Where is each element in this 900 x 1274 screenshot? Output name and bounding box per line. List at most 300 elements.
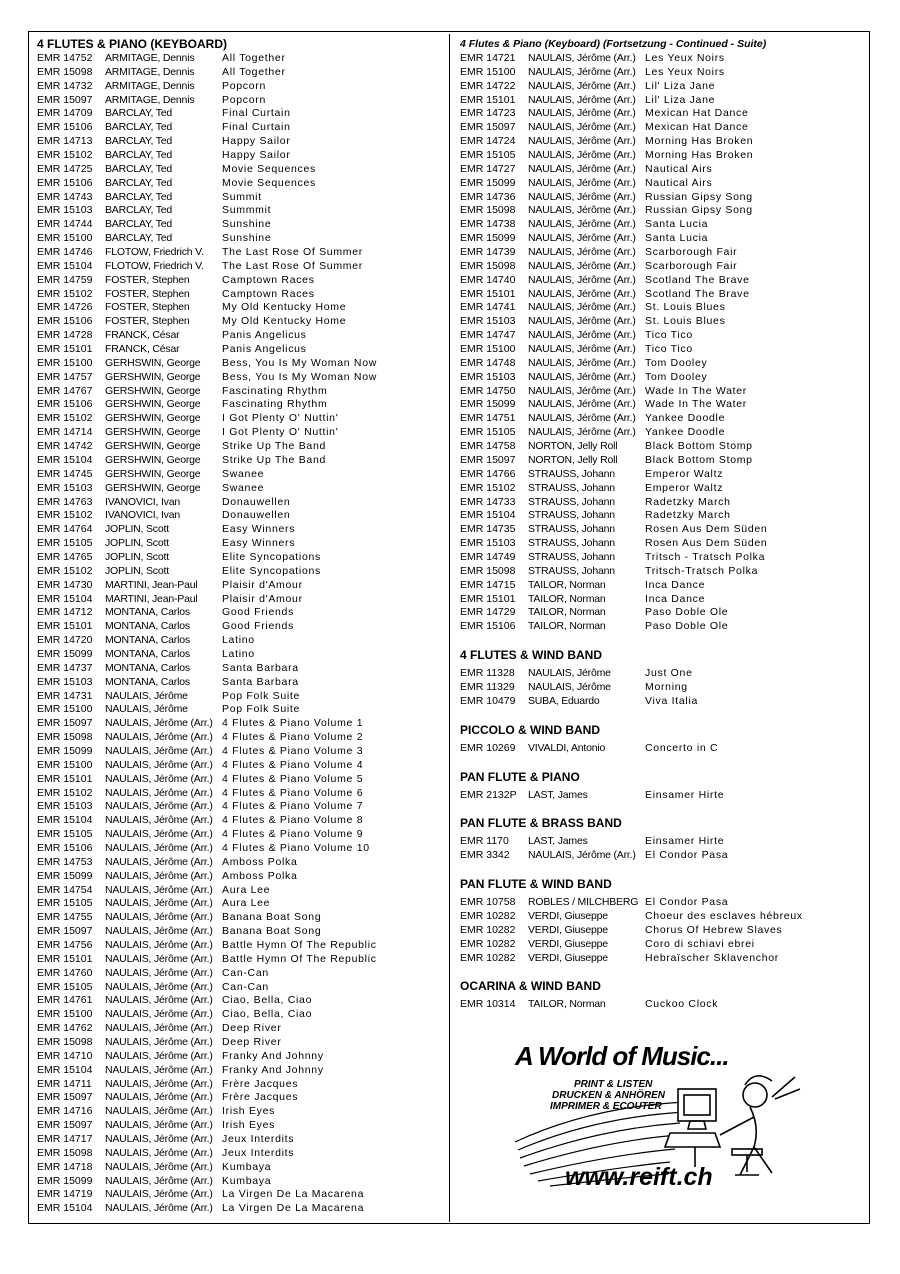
- catalog-list: [460, 789, 865, 803]
- catalog-number: EMR 14762: [37, 1022, 93, 1035]
- composer: NAULAIS, Jérôme (Arr.): [105, 1160, 213, 1173]
- catalog-number: EMR 15101: [460, 93, 516, 106]
- work-title: Happy Sailor: [222, 149, 291, 162]
- catalog-entry: [460, 924, 865, 938]
- catalog-number: EMR 15104: [37, 1063, 93, 1076]
- catalog-number: EMR 15106: [37, 841, 93, 854]
- catalog-number: EMR 15099: [37, 869, 93, 882]
- catalog-number: EMR 15102: [37, 509, 93, 522]
- logo-url[interactable]: www.reift.ch: [565, 1163, 713, 1187]
- composer: NAULAIS, Jérôme (Arr.): [528, 356, 636, 369]
- work-title: Irish Eyes: [222, 1119, 276, 1132]
- catalog-number: EMR 14709: [37, 107, 93, 120]
- composer: NAULAIS, Jérôme (Arr.): [105, 1174, 213, 1187]
- composer: STRAUSS, Johann: [528, 467, 615, 480]
- catalog-entry: [37, 800, 442, 814]
- work-title: Donauwellen: [222, 495, 291, 508]
- catalog-number: EMR 15098: [37, 731, 93, 744]
- work-title: Battle Hymn Of The Republic: [222, 952, 377, 965]
- catalog-entry: [460, 454, 865, 468]
- catalog-entry: [460, 315, 865, 329]
- work-title: Black Bottom Stomp: [645, 440, 753, 453]
- musician-computer-illustration: [665, 1076, 800, 1175]
- composer: NORTON, Jelly Roll: [528, 453, 618, 466]
- composer: MONTANA, Carlos: [105, 620, 190, 633]
- catalog-number: EMR 14745: [37, 467, 93, 480]
- catalog-entry: [460, 107, 865, 121]
- composer: NAULAIS, Jérôme (Arr.): [105, 869, 213, 882]
- catalog-entry: [37, 52, 442, 66]
- catalog-number: EMR 15097: [37, 93, 93, 106]
- work-title: Panis Angelicus: [222, 329, 307, 342]
- composer: NAULAIS, Jérôme (Arr.): [105, 1188, 213, 1201]
- catalog-entry: [37, 218, 442, 232]
- work-title: St. Louis Blues: [645, 301, 726, 314]
- composer: NAULAIS, Jérôme (Arr.): [105, 744, 213, 757]
- work-title: Scotland The Brave: [645, 287, 750, 300]
- catalog-section: [460, 978, 865, 1012]
- work-title: Choeur des esclaves hébreux: [645, 909, 803, 922]
- work-title: 4 Flutes & Piano Volume 7: [222, 800, 364, 813]
- work-title: Camptown Races: [222, 273, 315, 286]
- work-title: Tom Dooley: [645, 356, 708, 369]
- catalog-number: EMR 15103: [460, 315, 516, 328]
- catalog-entry: [37, 897, 442, 911]
- catalog-entry: [37, 343, 442, 357]
- composer: TAILOR, Norman: [528, 998, 606, 1011]
- work-title: Wade In The Water: [645, 398, 747, 411]
- catalog-entry: [460, 620, 865, 634]
- work-title: 4 Flutes & Piano Volume 4: [222, 758, 364, 771]
- catalog-entry: [37, 828, 442, 842]
- work-title: All Together: [222, 65, 286, 78]
- work-title: Santa Barbara: [222, 661, 299, 674]
- work-title: Les Yeux Noirs: [645, 65, 725, 78]
- catalog-entry: [460, 149, 865, 163]
- left-column: [37, 36, 442, 1216]
- work-title: Cuckoo Clock: [645, 998, 719, 1011]
- catalog-entry: [460, 80, 865, 94]
- catalog-number: EMR 14721: [460, 52, 516, 64]
- composer: BARCLAY, Ted: [105, 232, 173, 245]
- work-title: Banana Boat Song: [222, 925, 322, 938]
- catalog-entry: [460, 681, 865, 695]
- work-title: Lil' Liza Jane: [645, 93, 716, 106]
- work-title: Russian Gipsy Song: [645, 204, 753, 217]
- work-title: Morning: [645, 680, 688, 693]
- catalog-number: EMR 14741: [460, 301, 516, 314]
- work-title: La Virgen De La Macarena: [222, 1202, 365, 1215]
- composer: NAULAIS, Jérôme (Arr.): [105, 966, 213, 979]
- work-title: Elite Syncopations: [222, 550, 321, 563]
- catalog-number: EMR 14742: [37, 440, 93, 453]
- catalog-entry: [37, 509, 442, 523]
- composer: NORTON, Jelly Roll: [528, 440, 618, 453]
- catalog-number: EMR 14717: [37, 1133, 93, 1146]
- work-title: Banana Boat Song: [222, 911, 322, 924]
- work-title: Can-Can: [222, 980, 269, 993]
- catalog-entry: [460, 412, 865, 426]
- work-title: Panis Angelicus: [222, 343, 307, 356]
- work-title: Santa Barbara: [222, 675, 299, 688]
- logo-graphic: [510, 1037, 810, 1187]
- work-title: Santa Lucia: [645, 218, 709, 231]
- catalog-entry: [460, 163, 865, 177]
- work-title: Popcorn: [222, 93, 267, 106]
- composer: GERSHWIN, George: [105, 440, 201, 453]
- catalog-number: EMR 14727: [460, 162, 516, 175]
- logo-line-2: DRUCKEN & ANHÖREN: [552, 1090, 665, 1101]
- catalog-entry: [37, 523, 442, 537]
- catalog-number: EMR 15101: [37, 343, 93, 356]
- composer: NAULAIS, Jérôme (Arr.): [105, 786, 213, 799]
- catalog-entry: [37, 994, 442, 1008]
- work-title: Les Yeux Noirs: [645, 52, 725, 64]
- work-title: Nautical Airs: [645, 162, 713, 175]
- work-title: Happy Sailor: [222, 135, 291, 148]
- work-title: Inca Dance: [645, 592, 706, 605]
- catalog-section: [460, 722, 865, 756]
- composer: NAULAIS, Jérôme (Arr.): [528, 218, 636, 231]
- catalog-number: EMR 15100: [37, 1008, 93, 1021]
- composer: MARTINI, Jean-Paul: [105, 578, 198, 591]
- catalog-entry: [37, 1091, 442, 1105]
- catalog-number: EMR 10314: [460, 998, 516, 1011]
- catalog-number: EMR 14740: [460, 273, 516, 286]
- composer: NAULAIS, Jérôme (Arr.): [105, 1063, 213, 1076]
- catalog-entry: [37, 496, 442, 510]
- composer: JOPLIN, Scott: [105, 537, 169, 550]
- composer: BARCLAY, Ted: [105, 135, 173, 148]
- composer: NAULAIS, Jérôme (Arr.): [528, 849, 636, 862]
- catalog-number: EMR 14730: [37, 578, 93, 591]
- catalog-entry: [460, 579, 865, 593]
- catalog-number: EMR 15098: [37, 65, 93, 78]
- composer: VERDI, Giuseppe: [528, 923, 608, 936]
- catalog-entry: [37, 814, 442, 828]
- catalog-number: EMR 15105: [460, 149, 516, 162]
- catalog-number: EMR 15097: [37, 1091, 93, 1104]
- catalog-number: EMR 14747: [460, 329, 516, 342]
- work-title: Hebraïscher Sklavenchor: [645, 951, 779, 964]
- composer: NAULAIS, Jérôme: [528, 680, 611, 693]
- catalog-number: EMR 15105: [460, 426, 516, 439]
- catalog-number: EMR 14714: [37, 426, 93, 439]
- work-title: Paso Doble Ole: [645, 620, 729, 633]
- catalog-number: EMR 14719: [37, 1188, 93, 1201]
- catalog-number: EMR 14751: [460, 412, 516, 425]
- catalog-number: EMR 14733: [460, 495, 516, 508]
- work-title: Aura Lee: [222, 883, 271, 896]
- catalog-number: EMR 14732: [37, 79, 93, 92]
- catalog-number: EMR 10282: [460, 951, 516, 964]
- catalog-entry: [460, 274, 865, 288]
- work-title: Battle Hymn Of The Republic: [222, 939, 377, 951]
- work-title: Ciao, Bella, Ciao: [222, 1008, 313, 1021]
- catalog-list: [460, 52, 865, 634]
- work-title: Jeux Interdits: [222, 1133, 295, 1146]
- catalog-number: EMR 15103: [460, 537, 516, 550]
- work-title: Movie Sequences: [222, 162, 316, 175]
- catalog-entry: [37, 717, 442, 731]
- catalog-number: EMR 15105: [37, 980, 93, 993]
- catalog-entry: [37, 1175, 442, 1189]
- catalog-number: EMR 14715: [460, 578, 516, 591]
- catalog-number: EMR 10282: [460, 937, 516, 950]
- catalog-entry: [460, 496, 865, 510]
- composer: TAILOR, Norman: [528, 578, 606, 591]
- catalog-number: EMR 10282: [460, 909, 516, 922]
- catalog-entry: [460, 998, 865, 1012]
- catalog-entry: [460, 177, 865, 191]
- catalog-entry: [460, 246, 865, 260]
- work-title: My Old Kentucky Home: [222, 315, 347, 328]
- work-title: Summit: [222, 190, 262, 203]
- catalog-entry: [460, 789, 865, 803]
- composer: NAULAIS, Jérôme (Arr.): [105, 883, 213, 896]
- composer: MONTANA, Carlos: [105, 606, 190, 619]
- work-title: Frère Jacques: [222, 1077, 299, 1090]
- catalog-entry: [37, 745, 442, 759]
- catalog-number: EMR 15103: [37, 204, 93, 217]
- catalog-number: EMR 15104: [37, 814, 93, 827]
- composer: NAULAIS, Jérôme (Arr.): [105, 925, 213, 938]
- work-title: Santa Lucia: [645, 232, 709, 245]
- catalog-entry: [37, 468, 442, 482]
- work-title: Yankee Doodle: [645, 426, 726, 439]
- catalog-entry: [37, 870, 442, 884]
- catalog-number: EMR 15102: [37, 287, 93, 300]
- composer: NAULAIS, Jérôme (Arr.): [105, 1133, 213, 1146]
- work-title: 4 Flutes & Piano Volume 5: [222, 772, 364, 785]
- composer: NAULAIS, Jérôme (Arr.): [528, 52, 636, 64]
- catalog-list: [460, 835, 865, 863]
- catalog-number: EMR 15097: [37, 717, 93, 730]
- composer: NAULAIS, Jérôme (Arr.): [105, 1049, 213, 1062]
- right-column: [460, 36, 865, 1012]
- catalog-entry: [37, 1105, 442, 1119]
- composer: NAULAIS, Jérôme (Arr.): [105, 1036, 213, 1049]
- catalog-number: EMR 14737: [37, 661, 93, 674]
- catalog-entry: [460, 952, 865, 966]
- catalog-section: [460, 876, 865, 965]
- catalog-number: EMR 15100: [37, 758, 93, 771]
- catalog-entry: [37, 398, 442, 412]
- composer: NAULAIS, Jérôme (Arr.): [528, 149, 636, 162]
- catalog-number: EMR 15103: [37, 675, 93, 688]
- composer: STRAUSS, Johann: [528, 509, 615, 522]
- work-title: My Old Kentucky Home: [222, 301, 347, 314]
- catalog-entry: [460, 667, 865, 681]
- catalog-entry: [460, 742, 865, 756]
- composer: NAULAIS, Jérôme (Arr.): [528, 370, 636, 383]
- work-title: Just One: [645, 667, 693, 680]
- composer: LAST, James: [528, 788, 588, 801]
- catalog-number: EMR 15106: [37, 398, 93, 411]
- catalog-number: EMR 15097: [460, 121, 516, 134]
- catalog-entry: [37, 371, 442, 385]
- composer: GERSHWIN, George: [105, 412, 201, 425]
- sections: [460, 647, 865, 1012]
- composer: NAULAIS, Jérôme (Arr.): [105, 758, 213, 771]
- work-title: Summmit: [222, 204, 272, 217]
- work-title: Viva Italia: [645, 694, 699, 707]
- catalog-entry: [37, 606, 442, 620]
- catalog-entry: [460, 371, 865, 385]
- work-title: Deep River: [222, 1036, 282, 1049]
- work-title: Franky And Johnny: [222, 1049, 324, 1062]
- composer: NAULAIS, Jérôme (Arr.): [528, 162, 636, 175]
- work-title: Concerto in C: [645, 741, 719, 754]
- composer: NAULAIS, Jérôme (Arr.): [528, 398, 636, 411]
- work-title: Elite Syncopations: [222, 564, 321, 577]
- work-title: Scarborough Fair: [645, 246, 738, 259]
- composer: NAULAIS, Jérôme (Arr.): [528, 204, 636, 217]
- section-title: 4 FLUTES & PIANO (KEYBOARD): [37, 37, 228, 51]
- catalog-entry: [460, 52, 865, 66]
- work-title: Morning Has Broken: [645, 149, 754, 162]
- composer: TAILOR, Norman: [528, 606, 606, 619]
- composer: JOPLIN, Scott: [105, 550, 169, 563]
- catalog-entry: [37, 135, 442, 149]
- catalog-entry: [37, 537, 442, 551]
- composer: JOPLIN, Scott: [105, 523, 169, 536]
- work-title: Tico Tico: [645, 343, 693, 356]
- composer: GERSHWIN, George: [105, 370, 201, 383]
- catalog-number: EMR 14739: [460, 246, 516, 259]
- catalog-number: EMR 15102: [37, 412, 93, 425]
- work-title: Nautical Airs: [645, 176, 713, 189]
- catalog-entry: [460, 606, 865, 620]
- catalog-number: EMR 14763: [37, 495, 93, 508]
- catalog-entry: [37, 1050, 442, 1064]
- catalog-entry: [37, 648, 442, 662]
- catalog-entry: [460, 695, 865, 709]
- catalog-number: EMR 14713: [37, 135, 93, 148]
- catalog-number: EMR 14746: [37, 246, 93, 259]
- composer: STRAUSS, Johann: [528, 495, 615, 508]
- catalog-list: [460, 667, 865, 709]
- composer: BARCLAY, Ted: [105, 190, 173, 203]
- composer: NAULAIS, Jérôme (Arr.): [528, 315, 636, 328]
- catalog-entry: [460, 135, 865, 149]
- catalog-number: EMR 14728: [37, 329, 93, 342]
- catalog-entry: [460, 232, 865, 246]
- composer: GERSHWIN, George: [105, 384, 201, 397]
- work-title: El Condor Pasa: [645, 849, 729, 862]
- work-title: Bess, You Is My Woman Now: [222, 356, 378, 369]
- continued-title: 4 Flutes & Piano (Keyboard) (Fortsetzung - Continued - Suite): [460, 38, 767, 50]
- catalog-entry: [37, 1147, 442, 1161]
- composer: NAULAIS, Jérôme (Arr.): [528, 412, 636, 425]
- catalog-number: EMR 15103: [37, 800, 93, 813]
- catalog-number: EMR 14726: [37, 301, 93, 314]
- composer: NAULAIS, Jérôme (Arr.): [105, 717, 213, 730]
- work-title: Swanee: [222, 467, 265, 480]
- catalog-number: EMR 15104: [37, 453, 93, 466]
- work-title: Rosen Aus Dem Süden: [645, 537, 768, 550]
- catalog-number: EMR 14757: [37, 370, 93, 383]
- catalog-entry: [37, 759, 442, 773]
- catalog-entry: [460, 204, 865, 218]
- composer: NAULAIS, Jérôme (Arr.): [105, 1105, 213, 1118]
- catalog-number: EMR 15098: [460, 259, 516, 272]
- catalog-entry: [37, 1008, 442, 1022]
- work-title: Easy Winners: [222, 523, 296, 536]
- composer: NAULAIS, Jérôme (Arr.): [105, 814, 213, 827]
- work-title: Latino: [222, 647, 255, 660]
- composer: STRAUSS, Johann: [528, 550, 615, 563]
- catalog-entry: [37, 662, 442, 676]
- catalog-entry: [37, 204, 442, 218]
- catalog-number: EMR 10479: [460, 694, 516, 707]
- catalog-number: EMR 14743: [37, 190, 93, 203]
- catalog-entry: [37, 66, 442, 80]
- composer: STRAUSS, Johann: [528, 481, 615, 494]
- column-divider: [449, 34, 450, 1222]
- catalog-entry: [460, 910, 865, 924]
- work-title: Emperor Waltz: [645, 467, 724, 480]
- catalog-number: EMR 15101: [37, 772, 93, 785]
- composer: MARTINI, Jean-Paul: [105, 592, 198, 605]
- composer: BARCLAY, Ted: [105, 162, 173, 175]
- catalog-number: EMR 15100: [37, 703, 93, 716]
- work-title: Einsamer Hirte: [645, 788, 725, 801]
- catalog-entry: [37, 454, 442, 468]
- composer: SUBA, Eduardo: [528, 694, 600, 707]
- catalog-number: EMR 15104: [37, 259, 93, 272]
- catalog-number: EMR 10758: [460, 896, 516, 909]
- catalog-entry: [37, 1064, 442, 1078]
- composer: GERSHWIN, George: [105, 398, 201, 411]
- composer: VERDI, Giuseppe: [528, 937, 608, 950]
- composer: MONTANA, Carlos: [105, 647, 190, 660]
- catalog-number: EMR 15105: [37, 828, 93, 841]
- catalog-number: EMR 14749: [460, 550, 516, 563]
- catalog-entry: [37, 981, 442, 995]
- composer: NAULAIS, Jérôme (Arr.): [105, 952, 213, 965]
- catalog-number: EMR 15106: [37, 121, 93, 134]
- section-title: OCARINA & WIND BAND: [460, 979, 601, 994]
- work-title: Russian Gipsy Song: [645, 190, 753, 203]
- work-title: Final Curtain: [222, 121, 291, 134]
- composer: FLOTOW, Friedrich V.: [105, 259, 204, 272]
- work-title: Movie Sequences: [222, 176, 316, 189]
- catalog-number: EMR 15105: [37, 897, 93, 910]
- composer: ROBLES / MILCHBERG: [528, 896, 639, 909]
- catalog-entry: [37, 967, 442, 981]
- composer: NAULAIS, Jérôme (Arr.): [105, 1119, 213, 1132]
- catalog-list: [460, 896, 865, 965]
- catalog-number: EMR 15102: [37, 564, 93, 577]
- work-title: Donauwellen: [222, 509, 291, 522]
- composer: VERDI, Giuseppe: [528, 909, 608, 922]
- section-title: PAN FLUTE & BRASS BAND: [460, 816, 622, 831]
- composer: FOSTER, Stephen: [105, 287, 190, 300]
- catalog-entry: [37, 787, 442, 801]
- catalog-entry: [460, 835, 865, 849]
- catalog-entry: [460, 468, 865, 482]
- catalog-number: EMR 15101: [460, 592, 516, 605]
- work-title: Einsamer Hirte: [645, 835, 725, 848]
- composer: MONTANA, Carlos: [105, 675, 190, 688]
- composer: TAILOR, Norman: [528, 592, 606, 605]
- catalog-entry: [37, 232, 442, 246]
- composer: BARCLAY, Ted: [105, 218, 173, 231]
- catalog-entry: [460, 537, 865, 551]
- catalog-entry: [460, 329, 865, 343]
- work-title: Mexican Hat Dance: [645, 121, 749, 134]
